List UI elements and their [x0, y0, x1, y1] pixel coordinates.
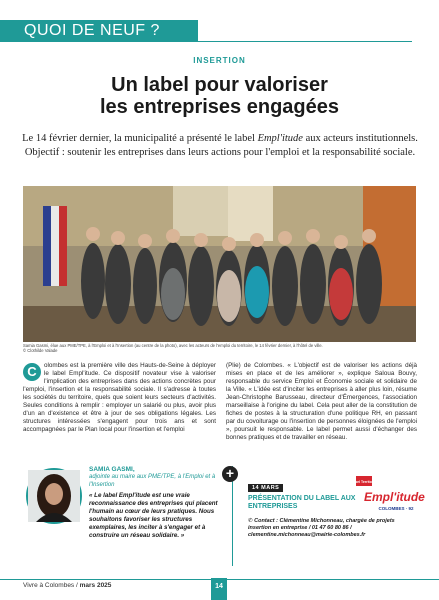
headline — [0, 74, 439, 118]
headline-line-1: Un label pour valoriser — [111, 74, 328, 96]
photo-credit: © Clothilde Valade — [23, 348, 58, 354]
category-label: INSERTION — [193, 56, 246, 65]
caption-text: Samia Gasmi, élue aux PME/TPE, à l'Emploi et à l'Insertion (au centre de la photo), avec les acteurs de l'emploi du territoire, le 14 février dernier, à l'hôtel de ville. — [23, 343, 323, 348]
quote-name: SAMIA GASMI, — [89, 466, 135, 473]
footer-publication: Vivre à Colombes / mars 2025 — [23, 582, 112, 589]
drop-cap: C — [23, 363, 41, 381]
intro-label: Empl'itude — [257, 133, 303, 144]
event-title: PRÉSENTATION DU LABEL AUX ENTREPRISES — [248, 495, 356, 510]
quote-role: adjointe au maire aux PME/TPE, à l'Emploi et à l'Insertion — [89, 474, 216, 488]
intro-pre: Le 14 février dernier, la municipalité a présenté le label — [22, 133, 258, 144]
page-number: 14 — [211, 578, 227, 600]
group-photo — [23, 186, 416, 342]
group-photo-illustration — [23, 186, 416, 342]
avatar — [26, 468, 82, 524]
contact-text: Contact : Clémentine Michonneau, chargée de projets insertion en entreprise / 01 47 60 80 86 / clementine.michonneau@mairie-colombes.fr — [248, 518, 395, 538]
photo-caption — [23, 343, 416, 354]
portrait-image — [28, 470, 80, 522]
section-title: QUOI DE NEUF ? — [24, 22, 160, 39]
banner-rule — [198, 41, 412, 42]
publication-name: Vivre à Colombes — [23, 582, 75, 589]
intro-paragraph — [22, 132, 418, 160]
body-column-2 — [226, 362, 417, 442]
headline-line-2: les entreprises engagées — [99, 96, 339, 118]
logo-top: Label Territorial — [350, 480, 378, 484]
event-box — [225, 465, 425, 574]
event-date: 14 MARS — [248, 484, 283, 492]
intro-post: aux acteurs institutionnels. Objectif : soutenir les entreprises dans leurs actions pour l'emploi et la responsabilité sociale. — [24, 133, 418, 158]
quote-text: « Le label Empl'itude est une vraie reconnaissance des entreprises qui placent l'humain au cœur de leurs pratiques. Nous souhaitons favoriser les structures exemplaires, les inciter à s'engager et à construire un réseau solidaire. » — [89, 492, 218, 539]
plus-icon: + — [222, 466, 238, 482]
logo-sub: COLOMBES · 92 — [378, 506, 414, 511]
phone-icon: ✆ — [248, 518, 255, 524]
emplitude-logo — [350, 474, 425, 516]
issue-date: mars 2025 — [79, 582, 112, 589]
body-text-2: (Plie) de Colombes. « L'objectif est de valoriser les actions déjà mises en place et de les améliorer », explique Saloua Bouvy, responsable du service Emploi et Économie sociale et solidaire de la Ville. « L'idée est d'inciter les entreprises à aller plus loin, résume Jean-Christophe Barusseau, directeur d'Émergences, l'association marseillaise à l'origine du label. Cela peut aller de la constitution de fiches de postes à la structuration d'une politique RH, en passant par du covoiturage ou l'insertion de personnes éloignées de l'emploi », poursuit le responsable. Le label permet aussi d'échanger des bonnes pratiques et de travailler en réseau. — [226, 362, 417, 441]
section-banner — [0, 20, 198, 42]
logo-text: Empl'itude — [364, 490, 425, 504]
body-column-1 — [23, 362, 216, 434]
event-contact — [248, 518, 398, 539]
body-text-1: olombes est la première ville des Hauts-de-Seine à déployer le label Empl'itude. Ce dispositif novateur vise à valoriser l'implication des entreprises dans des actions concrètes pour l'emploi, l'insertion et la responsabilité sociale. Il s'adresse à toutes les sociétés du territoire, quels que soient leurs secteurs d'activités. Seules conditions à remplir : employer un salarié ou plus, avoir plus d'un an d'existence et être à jour de ses obligations légales. Les structures intéressées s'engagent pour trois ans et sont accompagnées par le Plan local pour l'insertion et l'emploi — [23, 362, 216, 433]
quote-box — [26, 466, 224, 574]
